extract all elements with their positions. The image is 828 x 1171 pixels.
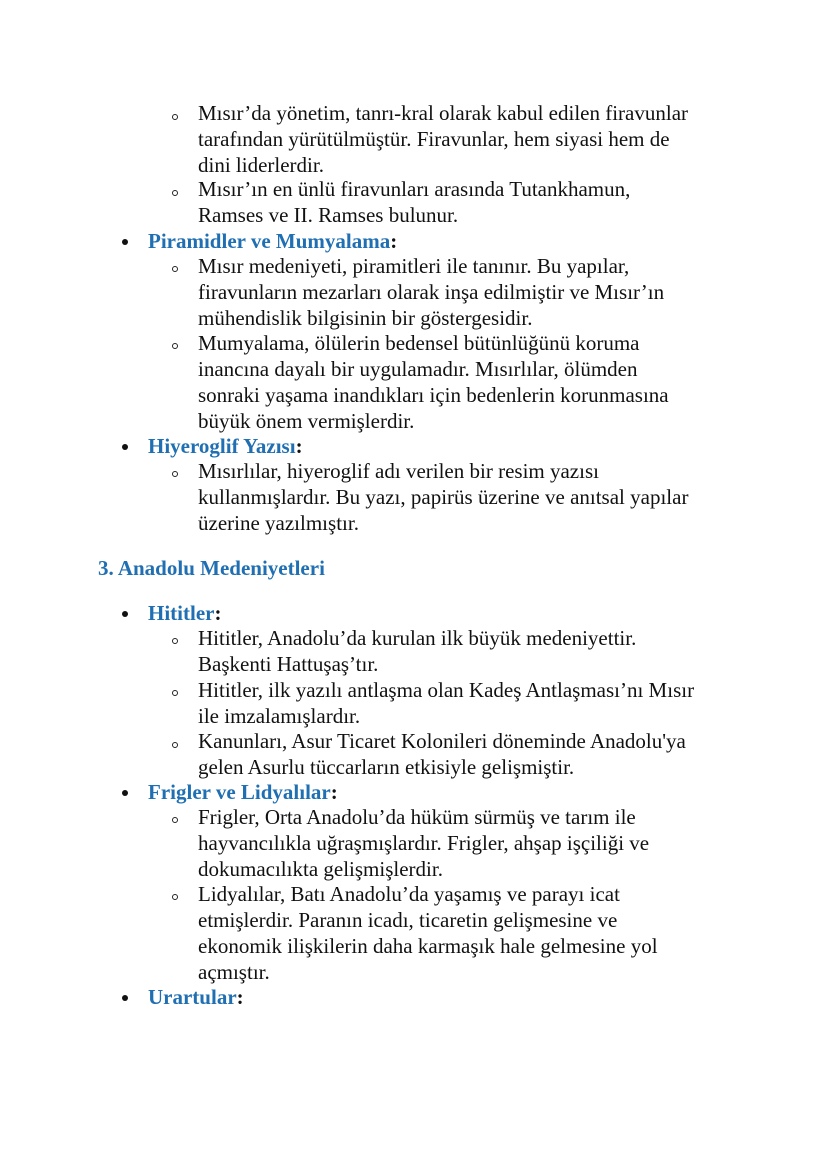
- text-line: sonraki yaşama inandıkları için bedenlerin korunmasına: [198, 383, 669, 407]
- circle-bullet-icon: [172, 638, 178, 644]
- text-line: üzerine yazılmıştır.: [198, 511, 359, 535]
- text-line: Hititler, ilk yazılı antlaşma olan Kadeş Antlaşması’nı Mısır: [198, 678, 695, 702]
- text-line: ekonomik ilişkilerin daha karmaşık hale gelmesine yol: [198, 934, 658, 958]
- text-line: etmişlerdir. Paranın icadı, ticaretin gelişmesine ve: [198, 908, 618, 932]
- circle-bullet-icon: [172, 894, 178, 900]
- text-line: Ramses ve II. Ramses bulunur.: [198, 203, 459, 227]
- circle-bullet-icon: [172, 190, 178, 196]
- text-line: büyük önem vermişlerdir.: [198, 409, 415, 433]
- section-title-phrygians: Frigler ve Lidyalılar:: [148, 780, 338, 804]
- text-line: dokumacılıkta gelişmişlerdir.: [198, 857, 443, 881]
- text-line: Mumyalama, ölülerin bedensel bütünlüğünü koruma: [198, 331, 640, 355]
- bullet-icon: [122, 995, 128, 1001]
- bullet-icon: [122, 611, 128, 617]
- text-line: Lidyalılar, Batı Anadolu’da yaşamış ve parayı icat: [198, 882, 620, 906]
- text-line: Hititler, Anadolu’da kurulan ilk büyük medeniyettir.: [198, 626, 637, 650]
- section-title-hieroglyph: Hiyeroglif Yazısı:: [148, 434, 303, 458]
- text-line: Mısır medeniyeti, piramitleri ile tanınır. Bu yapılar,: [198, 254, 630, 278]
- text-line: açmıştır.: [198, 960, 270, 984]
- circle-bullet-icon: [172, 343, 178, 349]
- bullet-icon: [122, 239, 128, 245]
- bullet-icon: [122, 790, 128, 796]
- circle-bullet-icon: [172, 742, 178, 748]
- text-line: inancına dayalı bir uygulamadır. Mısırlılar, ölümden: [198, 357, 638, 381]
- text-line: kullanmışlardır. Bu yazı, papirüs üzerine ve anıtsal yapılar: [198, 485, 689, 509]
- section-heading: 3. Anadolu Medeniyetleri: [98, 556, 325, 580]
- section-title-pyramids: Piramidler ve Mumyalama:: [148, 229, 398, 253]
- circle-bullet-icon: [172, 266, 178, 272]
- text-line: Mısır’da yönetim, tanrı-kral olarak kabul edilen firavunlar: [198, 101, 689, 125]
- text-line: mühendislik bilgisinin bir göstergesidir.: [198, 306, 533, 330]
- text-line: Kanunları, Asur Ticaret Kolonileri döneminde Anadolu'ya: [198, 729, 686, 753]
- circle-bullet-icon: [172, 114, 178, 120]
- text-line: firavunların mezarları olarak inşa edilmiştir ve Mısır’ın: [198, 280, 665, 304]
- section-title-hittites: Hititler:: [148, 601, 222, 625]
- text-line: Mısır’ın en ünlü firavunları arasında Tutankhamun,: [198, 177, 631, 201]
- circle-bullet-icon: [172, 817, 178, 823]
- text-line: Mısırlılar, hiyeroglif adı verilen bir resim yazısı: [198, 459, 599, 483]
- text-line: dini liderlerdir.: [198, 153, 324, 177]
- circle-bullet-icon: [172, 471, 178, 477]
- section-title-urartians: Urartular:: [148, 985, 244, 1009]
- text-line: gelen Asurlu tüccarların etkisiyle gelişmiştir.: [198, 755, 575, 779]
- text-line: hayvancılıkla uğraşmışlardır. Frigler, ahşap işçiliği ve: [198, 831, 650, 855]
- text-line: ile imzalamışlardır.: [198, 704, 361, 728]
- text-line: Frigler, Orta Anadolu’da hüküm sürmüş ve tarım ile: [198, 805, 636, 829]
- text-line: Başkenti Hattuşaş’tır.: [198, 652, 379, 676]
- text-line: tarafından yürütülmüştür. Firavunlar, hem siyasi hem de: [198, 127, 670, 151]
- bullet-icon: [122, 444, 128, 450]
- circle-bullet-icon: [172, 690, 178, 696]
